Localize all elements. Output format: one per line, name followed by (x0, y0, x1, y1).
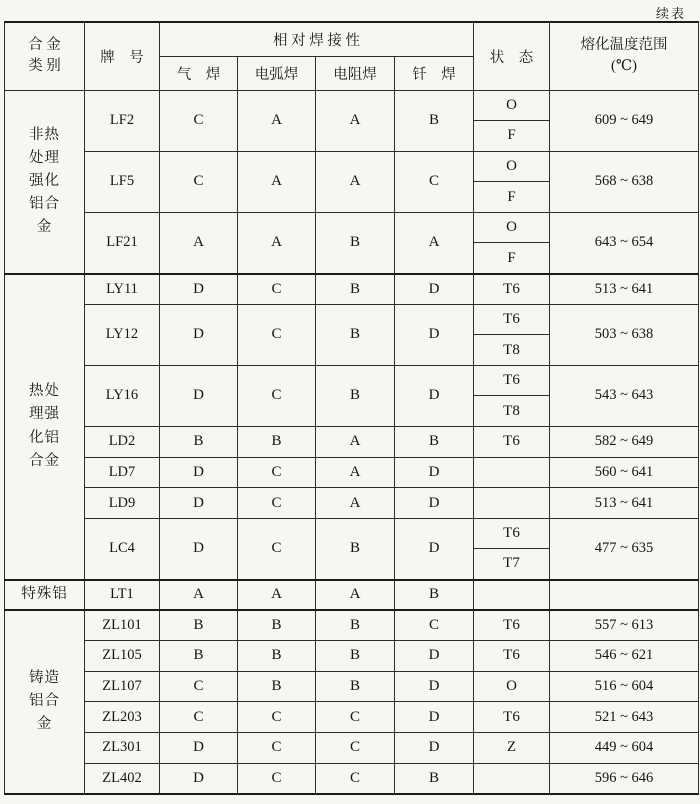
temp-cell: 546 ~ 621 (550, 641, 699, 672)
temp-cell: 596 ~ 646 (550, 763, 699, 794)
grade-cell: ZL203 (85, 702, 160, 733)
brazing-cell: D (395, 518, 474, 579)
state-cell (474, 488, 550, 519)
brazing-cell: D (395, 702, 474, 733)
state-cell: T6 (474, 610, 550, 641)
state-cell: O (474, 212, 550, 243)
temp-cell: 543 ~ 643 (550, 365, 699, 426)
brazing-cell: B (395, 763, 474, 794)
header-alloy-category (5, 22, 85, 90)
arc-welding-cell: A (238, 580, 316, 611)
header-row-1 (5, 22, 699, 56)
table-row (5, 610, 699, 641)
brazing-cell: C (395, 610, 474, 641)
grade-cell: LF2 (85, 90, 160, 151)
temp-cell: 643 ~ 654 (550, 212, 699, 273)
category-line: 铝合 (29, 693, 60, 710)
table-row (5, 151, 699, 182)
grade-cell: LD2 (85, 427, 160, 458)
state-cell: F (474, 243, 550, 274)
arc-welding-cell: C (238, 732, 316, 763)
temp-cell: 609 ~ 649 (550, 90, 699, 151)
gas-welding-cell: C (160, 151, 238, 212)
header-resistance-welding: 电阻焊 (316, 56, 395, 90)
category-cell (5, 610, 85, 794)
arc-welding-cell: C (238, 274, 316, 305)
arc-welding-cell: A (238, 212, 316, 273)
grade-cell: ZL402 (85, 763, 160, 794)
category-line: 强化 (29, 172, 60, 189)
gas-welding-cell: A (160, 580, 238, 611)
category-cell (5, 90, 85, 274)
gas-welding-cell: C (160, 90, 238, 151)
resistance-welding-cell: B (316, 304, 395, 365)
brazing-cell: D (395, 365, 474, 426)
gas-welding-cell: C (160, 702, 238, 733)
state-cell: T6 (474, 641, 550, 672)
table-row (5, 518, 699, 549)
state-cell: O (474, 151, 550, 182)
table-row (5, 641, 699, 672)
brazing-cell: B (395, 580, 474, 611)
state-cell: T7 (474, 549, 550, 580)
arc-welding-cell: C (238, 702, 316, 733)
grade-cell: ZL107 (85, 671, 160, 702)
temp-cell: 516 ~ 604 (550, 671, 699, 702)
continued-table-label: 续表 (655, 6, 686, 21)
table-row (5, 365, 699, 396)
resistance-welding-cell: B (316, 365, 395, 426)
category-line: 非热 (29, 126, 60, 143)
header-melting-range-line: (℃) (611, 58, 637, 75)
state-cell: T8 (474, 335, 550, 366)
header-gas-welding: 气 焊 (160, 56, 238, 90)
alloy-weldability-table (4, 21, 699, 795)
brazing-cell: D (395, 304, 474, 365)
resistance-welding-cell: A (316, 488, 395, 519)
table-row (5, 702, 699, 733)
state-cell: T8 (474, 396, 550, 427)
table-body (5, 90, 699, 794)
gas-welding-cell: D (160, 732, 238, 763)
temp-cell: 503 ~ 638 (550, 304, 699, 365)
resistance-welding-cell: A (316, 90, 395, 151)
brazing-cell: D (395, 732, 474, 763)
resistance-welding-cell: A (316, 457, 395, 488)
state-cell: T6 (474, 702, 550, 733)
gas-welding-cell: A (160, 212, 238, 273)
brazing-cell: D (395, 457, 474, 488)
arc-welding-cell: B (238, 427, 316, 458)
arc-welding-cell: C (238, 365, 316, 426)
arc-welding-cell: C (238, 304, 316, 365)
arc-welding-cell: C (238, 457, 316, 488)
table-row (5, 580, 699, 611)
gas-welding-cell: B (160, 427, 238, 458)
temp-cell: 521 ~ 643 (550, 702, 699, 733)
brazing-cell: D (395, 641, 474, 672)
category-line: 铝合 (29, 196, 60, 213)
header-alloy-category-line: 类 别 (28, 58, 61, 75)
brazing-cell: A (395, 212, 474, 273)
category-line: 特殊铝 (21, 586, 68, 603)
arc-welding-cell: B (238, 671, 316, 702)
state-cell (474, 580, 550, 611)
table-row (5, 304, 699, 335)
arc-welding-cell: C (238, 763, 316, 794)
category-line: 处理 (29, 149, 60, 166)
brazing-cell: D (395, 488, 474, 519)
grade-cell: LF21 (85, 212, 160, 273)
header-grade: 牌 号 (85, 22, 160, 90)
grade-cell: LD7 (85, 457, 160, 488)
state-cell: T6 (474, 304, 550, 335)
state-cell: T6 (474, 518, 550, 549)
arc-welding-cell: A (238, 90, 316, 151)
grade-cell: ZL101 (85, 610, 160, 641)
brazing-cell: D (395, 274, 474, 305)
resistance-welding-cell: B (316, 671, 395, 702)
resistance-welding-cell: B (316, 610, 395, 641)
header-melting-range (550, 22, 699, 90)
gas-welding-cell: D (160, 304, 238, 365)
brazing-cell: B (395, 427, 474, 458)
grade-cell: ZL301 (85, 732, 160, 763)
temp-cell: 513 ~ 641 (550, 488, 699, 519)
state-cell (474, 763, 550, 794)
resistance-welding-cell: B (316, 212, 395, 273)
table-row (5, 274, 699, 305)
table-header (5, 22, 699, 90)
resistance-welding-cell: A (316, 580, 395, 611)
gas-welding-cell: C (160, 671, 238, 702)
state-cell: T6 (474, 274, 550, 305)
gas-welding-cell: B (160, 641, 238, 672)
gas-welding-cell: D (160, 365, 238, 426)
table-row (5, 212, 699, 243)
table-row (5, 457, 699, 488)
resistance-welding-cell: A (316, 151, 395, 212)
grade-cell: LY12 (85, 304, 160, 365)
grade-cell: LC4 (85, 518, 160, 579)
header-state: 状 态 (474, 22, 550, 90)
arc-welding-cell: B (238, 641, 316, 672)
temp-cell: 568 ~ 638 (550, 151, 699, 212)
state-cell: T6 (474, 365, 550, 396)
temp-cell: 513 ~ 641 (550, 274, 699, 305)
arc-welding-cell: B (238, 610, 316, 641)
resistance-welding-cell: C (316, 732, 395, 763)
grade-cell: ZL105 (85, 641, 160, 672)
state-cell: Z (474, 732, 550, 763)
grade-cell: LF5 (85, 151, 160, 212)
state-cell: O (474, 671, 550, 702)
resistance-welding-cell: B (316, 641, 395, 672)
resistance-welding-cell: A (316, 427, 395, 458)
gas-welding-cell: D (160, 763, 238, 794)
gas-welding-cell: D (160, 457, 238, 488)
category-line: 理强 (29, 406, 60, 423)
resistance-welding-cell: C (316, 763, 395, 794)
header-brazing: 钎 焊 (395, 56, 474, 90)
gas-welding-cell: D (160, 518, 238, 579)
temp-cell (550, 580, 699, 611)
arc-welding-cell: A (238, 151, 316, 212)
grade-cell: LY11 (85, 274, 160, 305)
category-line: 化铝 (29, 429, 60, 446)
temp-cell: 449 ~ 604 (550, 732, 699, 763)
category-line: 合金 (29, 452, 60, 469)
header-melting-range-line: 熔化温度范围 (580, 37, 668, 54)
header-relative-weldability: 相 对 焊 接 性 (160, 22, 474, 56)
header-arc-welding: 电弧焊 (238, 56, 316, 90)
category-line: 热处 (29, 383, 60, 400)
grade-cell: LT1 (85, 580, 160, 611)
state-cell (474, 457, 550, 488)
header-alloy-category-line: 合 金 (28, 37, 61, 54)
table-row (5, 488, 699, 519)
arc-welding-cell: C (238, 488, 316, 519)
temp-cell: 582 ~ 649 (550, 427, 699, 458)
gas-welding-cell: D (160, 488, 238, 519)
arc-welding-cell: C (238, 518, 316, 579)
resistance-welding-cell: B (316, 518, 395, 579)
brazing-cell: B (395, 90, 474, 151)
gas-welding-cell: B (160, 610, 238, 641)
resistance-welding-cell: B (316, 274, 395, 305)
temp-cell: 557 ~ 613 (550, 610, 699, 641)
state-cell: T6 (474, 427, 550, 458)
grade-cell: LY16 (85, 365, 160, 426)
state-cell: F (474, 121, 550, 152)
state-cell: O (474, 90, 550, 121)
grade-cell: LD9 (85, 488, 160, 519)
category-line: 铸造 (29, 670, 60, 687)
category-cell (5, 274, 85, 580)
table-row (5, 90, 699, 121)
state-cell: F (474, 182, 550, 213)
category-line: 金 (36, 716, 53, 733)
table-row (5, 671, 699, 702)
temp-cell: 477 ~ 635 (550, 518, 699, 579)
resistance-welding-cell: C (316, 702, 395, 733)
table-row (5, 763, 699, 794)
brazing-cell: C (395, 151, 474, 212)
category-cell (5, 580, 85, 611)
brazing-cell: D (395, 671, 474, 702)
table-row (5, 427, 699, 458)
gas-welding-cell: D (160, 274, 238, 305)
table-row (5, 732, 699, 763)
temp-cell: 560 ~ 641 (550, 457, 699, 488)
category-line: 金 (36, 219, 53, 236)
